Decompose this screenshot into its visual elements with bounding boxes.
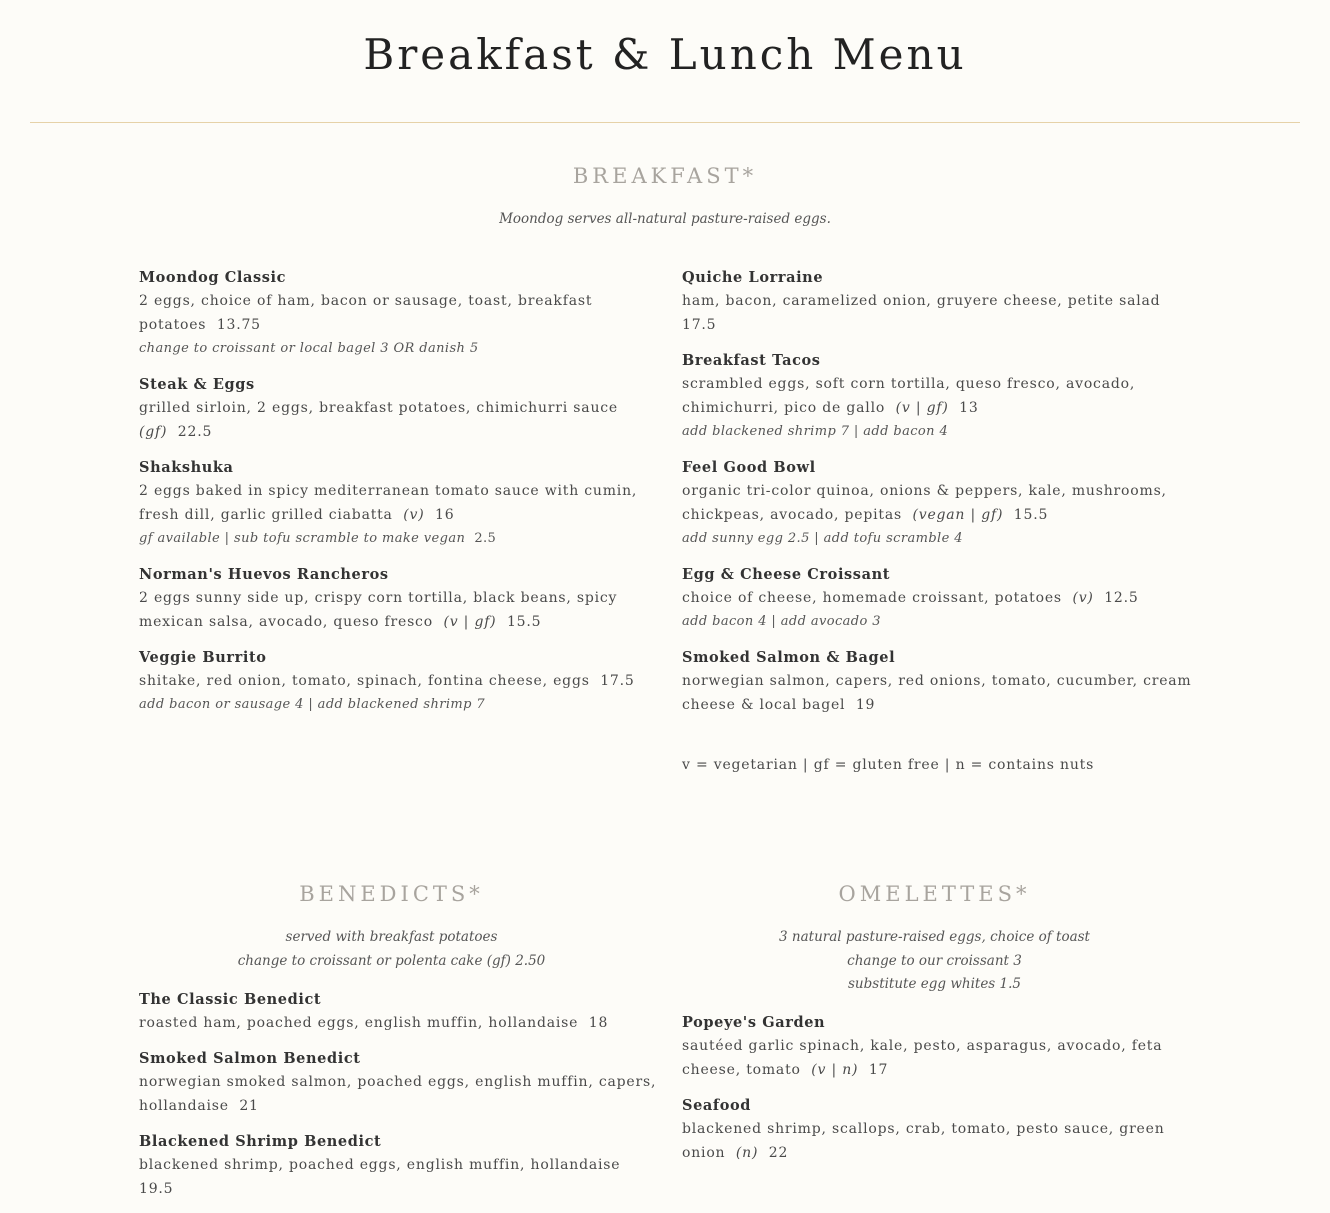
menu-item-name: Popeye's Garden	[682, 1014, 826, 1031]
menu-item-note	[682, 610, 1202, 634]
menu-item-price: 17	[868, 1062, 889, 1078]
omelettes-column	[682, 1011, 1202, 1177]
menu-item-desc-text: norwegian salmon, capers, red onions, tomato, cucumber, cream cheese & local bagel	[682, 673, 1192, 713]
menu-item-description	[139, 1011, 659, 1035]
menu-item-note	[139, 693, 659, 717]
dietary-tag: (gf)	[139, 424, 168, 440]
menu-item-name: The Classic Benedict	[139, 991, 322, 1008]
menu-item-price: 15.5	[506, 614, 542, 630]
menu-item	[139, 646, 659, 717]
menu-item-name: Smoked Salmon & Bagel	[682, 649, 896, 666]
menu-item	[682, 349, 1202, 444]
omelettes-subtitle	[682, 926, 1187, 997]
menu-item-note-text: add bacon or sausage 4 | add blackened shrimp 7	[139, 697, 486, 712]
dietary-tag: (v)	[1072, 590, 1094, 606]
dietary-tag: (v)	[403, 507, 425, 523]
breakfast-title: BREAKFAST*	[572, 164, 758, 188]
menu-item-name: Quiche Lorraine	[682, 269, 824, 286]
menu-item-note-text: add sunny egg 2.5 | add tofu scramble 4	[682, 531, 963, 546]
header-divider	[30, 122, 1300, 123]
menu-item-desc-text: roasted ham, poached eggs, english muffin, hollandaise	[139, 1015, 579, 1031]
menu-item	[139, 373, 659, 444]
menu-item-price: 17.5	[682, 317, 717, 333]
menu-item-name: Breakfast Tacos	[682, 352, 821, 369]
menu-item-desc-text: scrambled eggs, soft corn tortilla, queso fresco, avocado, chimichurri, pico de gallo	[682, 376, 1136, 416]
menu-item	[139, 266, 659, 361]
benedicts-sub-line-2: change to croissant or polenta cake (gf) 2.50	[237, 952, 546, 969]
menu-item-desc-text: 2 eggs, choice of ham, bacon or sausage, toast, breakfast potatoes	[139, 293, 593, 333]
menu-item-name: Blackened Shrimp Benedict	[139, 1133, 382, 1150]
menu-item	[139, 1130, 659, 1201]
menu-item-note	[682, 527, 1202, 551]
dietary-tag: (v | gf)	[443, 614, 497, 630]
menu-item-note-price: 2.5	[474, 531, 497, 546]
menu-item-name: Norman's Huevos Rancheros	[139, 566, 389, 583]
menu-item-desc-text: blackened shrimp, scallops, crab, tomato, pesto sauce, green onion	[682, 1121, 1165, 1161]
menu-item-price: 22.5	[177, 424, 213, 440]
omelettes-sub-line-2: change to our croissant 3	[847, 952, 1022, 969]
breakfast-subtitle: Moondog serves all-natural pasture-raised eggs.	[499, 211, 831, 227]
menu-item-description	[682, 586, 1202, 610]
benedicts-title: BENEDICTS*	[299, 882, 484, 906]
menu-item-description	[139, 396, 659, 444]
breakfast-right-column	[682, 266, 1202, 729]
menu-item-price: 18	[588, 1015, 609, 1031]
menu-item	[139, 563, 659, 634]
menu-item-price: 15.5	[1013, 507, 1049, 523]
benedicts-subtitle	[139, 926, 644, 973]
dietary-tag: (v | n)	[811, 1062, 859, 1078]
menu-item-name: Egg & Cheese Croissant	[682, 566, 891, 583]
menu-item-price: 12.5	[1104, 590, 1139, 606]
menu-item-note	[139, 527, 659, 551]
menu-item	[682, 646, 1202, 717]
dietary-legend: v = vegetarian | gf = gluten free | n = contains nuts	[682, 757, 1095, 773]
omelettes-sub-line-3: substitute egg whites 1.5	[848, 976, 1021, 992]
menu-item-description	[139, 479, 659, 527]
menu-item-description	[682, 372, 1202, 420]
menu-item-desc-text: 2 eggs sunny side up, crispy corn tortilla, black beans, spicy mexican salsa, avocado, queso fresco	[139, 590, 618, 630]
menu-item-price: 19.5	[139, 1181, 174, 1197]
menu-item-name: Feel Good Bowl	[682, 459, 816, 476]
menu-item-description	[139, 1153, 659, 1201]
menu-item-price: 13	[959, 400, 979, 416]
dietary-tag: (n)	[735, 1145, 759, 1161]
menu-item-price: 21	[239, 1098, 259, 1114]
menu-item-note	[139, 337, 659, 361]
page-title: Breakfast & Lunch Menu	[363, 30, 967, 79]
menu-item-desc-text: organic tri-color quinoa, onions & peppers, kale, mushrooms, chickpeas, avocado, pepitas	[682, 483, 1167, 523]
menu-item-description	[682, 479, 1202, 527]
menu-item-price: 13.75	[216, 317, 261, 333]
menu-item-note-text: add bacon 4 | add avocado 3	[682, 614, 881, 629]
menu-item-note-text: add blackened shrimp 7 | add bacon 4	[682, 424, 949, 439]
menu-item-name: Smoked Salmon Benedict	[139, 1050, 361, 1067]
menu-item	[682, 266, 1202, 337]
menu-item	[139, 988, 659, 1035]
menu-item-name: Veggie Burrito	[139, 649, 267, 666]
menu-item-price: 19	[855, 697, 876, 713]
menu-item-description	[682, 669, 1202, 717]
menu-item-desc-text: ham, bacon, caramelized onion, gruyere cheese, petite salad	[682, 293, 1161, 309]
menu-item-desc-text: shitake, red onion, tomato, spinach, fontina cheese, eggs	[139, 673, 590, 689]
menu-item-description	[139, 669, 659, 693]
menu-item-desc-text: sautéed garlic spinach, kale, pesto, asparagus, avocado, feta cheese, tomato	[682, 1038, 1163, 1078]
omelettes-title: OMELETTES*	[838, 882, 1031, 906]
menu-item-name: Shakshuka	[139, 459, 234, 476]
menu-item-description	[682, 1034, 1202, 1082]
menu-item-price: 17.5	[600, 673, 635, 689]
menu-item-note	[682, 420, 1202, 444]
menu-item-desc-text: grilled sirloin, 2 eggs, breakfast potatoes, chimichurri sauce	[139, 400, 618, 416]
menu-item	[682, 1011, 1202, 1082]
menu-item-desc-text: 2 eggs baked in spicy mediterranean tomato sauce with cumin, fresh dill, garlic grilled ciabatta	[139, 483, 638, 523]
menu-item-name: Seafood	[682, 1097, 752, 1114]
menu-item-description	[139, 289, 659, 337]
menu-item-price: 16	[434, 507, 455, 523]
menu-item-desc-text: norwegian smoked salmon, poached eggs, english muffin, capers, hollandaise	[139, 1074, 657, 1114]
benedicts-column	[139, 988, 659, 1213]
omelettes-sub-line-1: 3 natural pasture-raised eggs, choice of toast	[779, 929, 1090, 945]
menu-item	[139, 456, 659, 551]
dietary-tag: (vegan | gf)	[912, 507, 1004, 523]
menu-item-price: 22	[768, 1145, 789, 1161]
breakfast-left-column	[139, 266, 659, 729]
menu-item-name: Moondog Classic	[139, 269, 287, 286]
menu-item-description	[139, 1070, 659, 1118]
menu-item-name: Steak & Eggs	[139, 376, 255, 393]
menu-item	[682, 1094, 1202, 1165]
menu-item-desc-text: blackened shrimp, poached eggs, english muffin, hollandaise	[139, 1157, 621, 1173]
menu-item-desc-text: choice of cheese, homemade croissant, potatoes	[682, 590, 1062, 606]
benedicts-sub-line-1: served with breakfast potatoes	[285, 929, 498, 945]
menu-item	[682, 563, 1202, 634]
menu-item	[682, 456, 1202, 551]
menu-item-note-text: change to croissant or local bagel 3 OR danish 5	[139, 341, 479, 356]
menu-item-note-text: gf available | sub tofu scramble to make vegan	[139, 531, 466, 546]
menu-item	[139, 1047, 659, 1118]
menu-item-description	[139, 586, 659, 634]
dietary-tag: (v | gf)	[895, 400, 949, 416]
menu-item-description	[682, 289, 1202, 337]
menu-item-description	[682, 1117, 1202, 1165]
